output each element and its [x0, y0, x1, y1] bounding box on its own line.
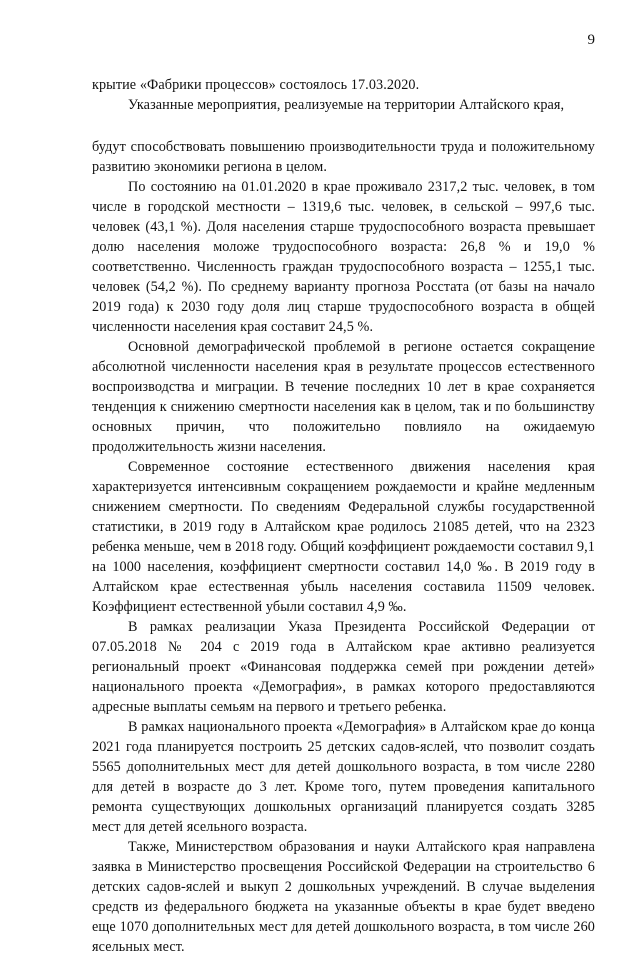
paragraph-2: Указанные мероприятия, реализуемые на территории Алтайского края, [128, 97, 565, 113]
paragraph-4: По состоянию на 01.01.2020 в крае проживало 2317,2 тыс. человек, в том числе в городской местности – 1319,6 тыс. человек, в сельской – 997,6 тыс. человек (43,1 %). Доля населения старше трудоспособного возраста превышает долю населения моложе трудоспособного возраста: 26,8 % и 19,0 % соответственно. Численность граждан трудоспособного возраста – 1255,1 тыс. человек (54,2 %). По среднему варианту прогноза Росстата (от базы на начало 2019 года) к 2030 году доля лиц старше трудоспособного возраста в общей численности населения края составит 24,5 %. [92, 179, 595, 335]
paragraph-9: Также, Министерством образования и науки Алтайского края направлена заявка в Министерство просвещения Российской Федерации на строительство 6 детских садов-яслей и выкуп 2 дошкольных учреждений. В случае выделения средств из федерального бюджета на указанные объекты в крае будет введено еще 1070 дополнительных мест для детей дошкольного возраста, в том числе 260 ясельных мест. [92, 839, 595, 955]
paragraph-7: В рамках реализации Указа Президента Российской Федерации от 07.05.2018 № 204 с 2019 года в Алтайском крае активно реализуется региональный проект «Финансовая поддержка семей при рождении детей» национального проекта «Демография», в рамках которого предоставляются адресные выплаты семьям на первого и третьего ребенка. [92, 619, 595, 715]
page-number: 9 [587, 32, 595, 48]
paragraph-5: Основной демографической проблемой в регионе остается сокращение абсолютной численности населения края в результате процессов естественного воспроизводства и миграции. В течение последних 10 лет в крае сохраняется тенденция к снижению смертности населения как в целом, так и по большинству основных причин, что положительно повлияло на ожидаемую продолжительность жизни населения. [92, 339, 595, 455]
page-body [92, 75, 595, 957]
paragraph-6: Современное состояние естественного движения населения края характеризуется интенсивным сокращением рождаемости и крайне медленным снижением смертности. По сведениям Федеральной службы государственной статистики, в 2019 году в Алтайском крае родилось 21085 детей, что на 2323 ребенка меньше, чем в 2018 году. Общий коэффициент рождаемости составил 9,1 на 1000 населения, коэффициент смертности составил 14,0 ‰. В 2019 году в Алтайском крае естественная убыль населения составила 11509 человек. Коэффициент естественной убыли составил 4,9 ‰. [92, 459, 595, 615]
paragraph-1: крытие «Фабрики процессов» состоялось 17.03.2020. [92, 77, 420, 93]
paragraph-8: В рамках национального проекта «Демография» в Алтайском крае до конца 2021 года планируется построить 25 детских садов-яслей, что позволит создать 5565 дополнительных мест для детей дошкольного возраста, в том числе 2280 для детей в возрасте до 3 лет. Кроме того, путем проведения капитального ремонта существующих дошкольных организаций планируется создать 3285 мест для детей ясельного возраста. [92, 719, 595, 835]
paragraph-3: будут способствовать повышению производительности труда и положительному развитию экономики региона в целом. [92, 139, 595, 175]
